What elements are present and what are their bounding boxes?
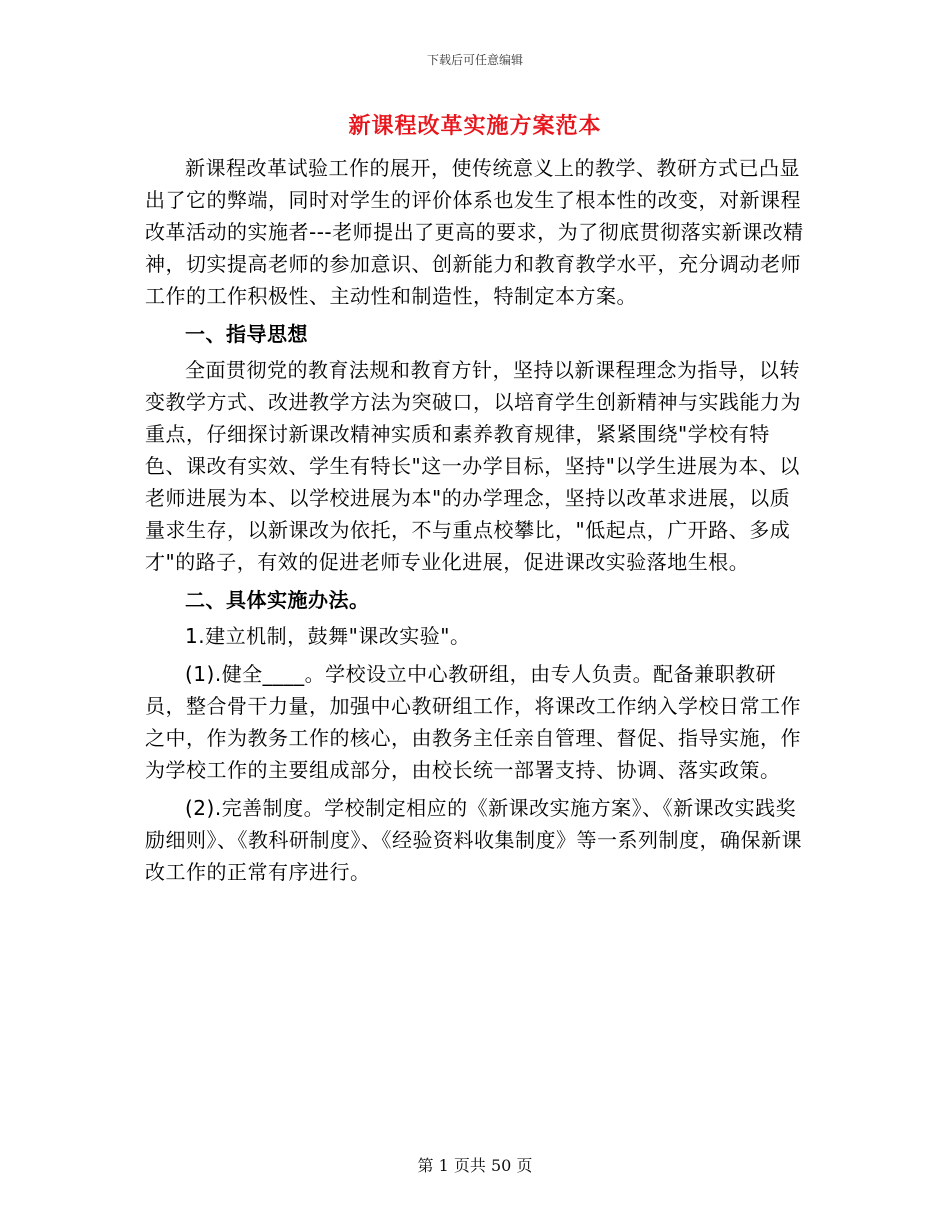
section-heading-guiding-ideology: 一、指导思想: [185, 322, 308, 346]
document-body: [145, 152, 809, 894]
item-1-paragraph: (1).健全____。学校设立中心教研组，由专人负责。配备兼职教研员，整合骨干力量，加强中心教研组工作，将课改工作纳入学校日常工作之中，作为教务工作的核心，由教务主任亲自管理、督促、指导实施，作为学校工作的主要组成部分，由校长统一部署支持、协调、落实政策。: [145, 662, 801, 782]
subsection-heading-mechanism: 1.建立机制，鼓舞"课改实验"。: [185, 624, 471, 648]
item-2-paragraph: (2).完善制度。学校制定相应的《新课改实施方案》、《新课改实践奖励细则》、《教科研制度》、《经验资料收集制度》等一系列制度，确保新课改工作的正常有序进行。: [145, 796, 802, 884]
page-number: 第 1 页共 50 页: [417, 1156, 533, 1175]
section-heading-implementation: 二、具体实施办法。: [185, 588, 370, 612]
header-note: 下载后可任意编辑: [426, 53, 523, 67]
intro-paragraph: 新课程改革试验工作的展开，使传统意义上的教学、教研方式已凸显出了它的弊端，同时对学生的评价体系也发生了根本性的改变，对新课程改革活动的实施者---老师提出了更高的要求，为了彻底贯彻落实新课改精神，切实提高老师的参加意识、创新能力和教育教学水平，充分调动老师工作的工作积极性、主动性和制造性，特制定本方案。: [145, 156, 804, 308]
guiding-ideology-paragraph: 全面贯彻党的教育法规和教育方针，坚持以新课程理念为指导，以转变教学方式、改进教学方法为突破口，以培育学生创新精神与实践能力为重点，仔细探讨新课改精神实质和素养教育规律，紧紧围绕"学校有特色、课改有实效、学生有特长"这一办学目标，坚持"以学生进展为本、以老师进展为本、以学校进展为本"的办学理念，坚持以改革求进展，以质量求生存，以新课改为依托，不与重点校攀比，"低起点，广开路、多成才"的路子，有效的促进老师专业化进展，促进课改实验落地生根。: [145, 358, 801, 574]
document-title: 新课程改革实施方案范本: [348, 114, 602, 139]
